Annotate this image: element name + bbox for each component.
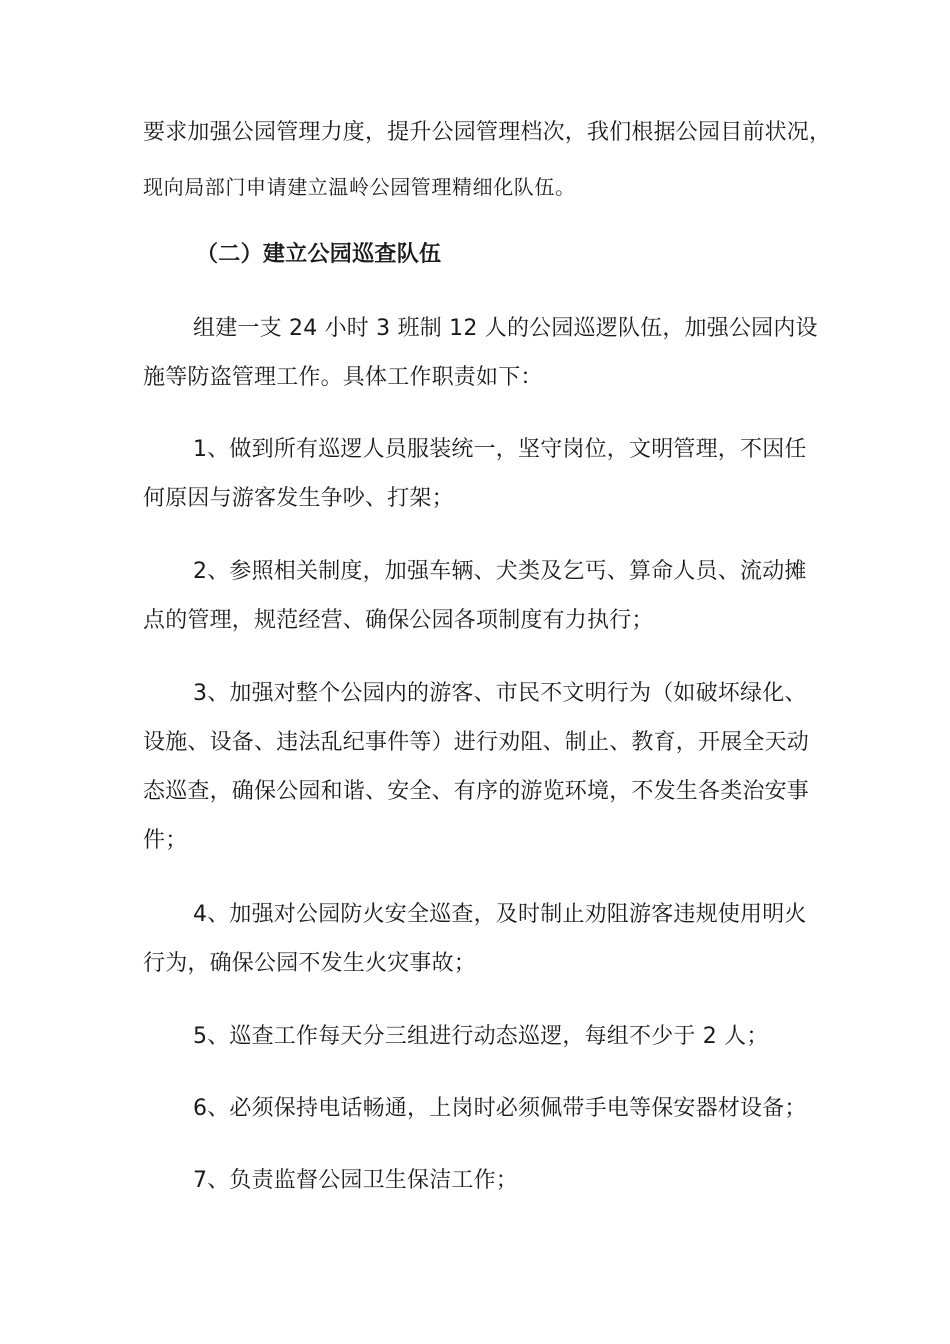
item-7-line-1: 7、负责监督公园卫生保洁工作； bbox=[193, 1168, 518, 1193]
item-1-line-2: 何原因与游客发生争吵、打架； bbox=[143, 486, 454, 511]
section-heading: （二）建立公园巡查队伍 bbox=[196, 242, 442, 267]
item-4-line-1: 4、加强对公园防火安全巡查，及时制止劝阻游客违规使用明火 bbox=[193, 902, 807, 927]
overview-line-2: 施等防盗管理工作。具体工作职责如下： bbox=[143, 365, 543, 390]
overview-line-1: 组建一支 24 小时 3 班制 12 人的公园巡逻队伍，加强公园内设 bbox=[193, 316, 818, 341]
item-3-line-3: 态巡查，确保公园和谐、安全、有序的游览环境，不发生各类治安事 bbox=[143, 779, 810, 804]
intro-line-2: 现向局部门申请建立温岭公园管理精细化队伍。 bbox=[143, 175, 576, 199]
item-2-line-1: 2、参照相关制度，加强车辆、犬类及乞丐、算命人员、流动摊 bbox=[193, 559, 807, 584]
item-5-line-1: 5、巡查工作每天分三组进行动态巡逻，每组不少于 2 人； bbox=[193, 1024, 769, 1049]
item-4-line-2: 行为，确保公园不发生火灾事故； bbox=[143, 951, 477, 976]
item-2-line-2: 点的管理，规范经营、确保公园各项制度有力执行； bbox=[143, 608, 654, 633]
item-3-line-4: 件； bbox=[143, 828, 188, 853]
item-1-line-1: 1、做到所有巡逻人员服装统一，坚守岗位，文明管理，不因任 bbox=[193, 437, 807, 462]
item-3-line-2: 设施、设备、违法乱纪事件等）进行劝阻、制止、教育，开展全天动 bbox=[143, 730, 810, 755]
item-3-line-1: 3、加强对整个公园内的游客、市民不文明行为（如破坏绿化、 bbox=[193, 681, 807, 706]
item-6-line-1: 6、必须保持电话畅通，上岗时必须佩带手电等保安器材设备； bbox=[193, 1096, 807, 1121]
intro-line-1: 要求加强公园管理力度，提升公园管理档次，我们根据公园目前状况， bbox=[143, 120, 832, 145]
